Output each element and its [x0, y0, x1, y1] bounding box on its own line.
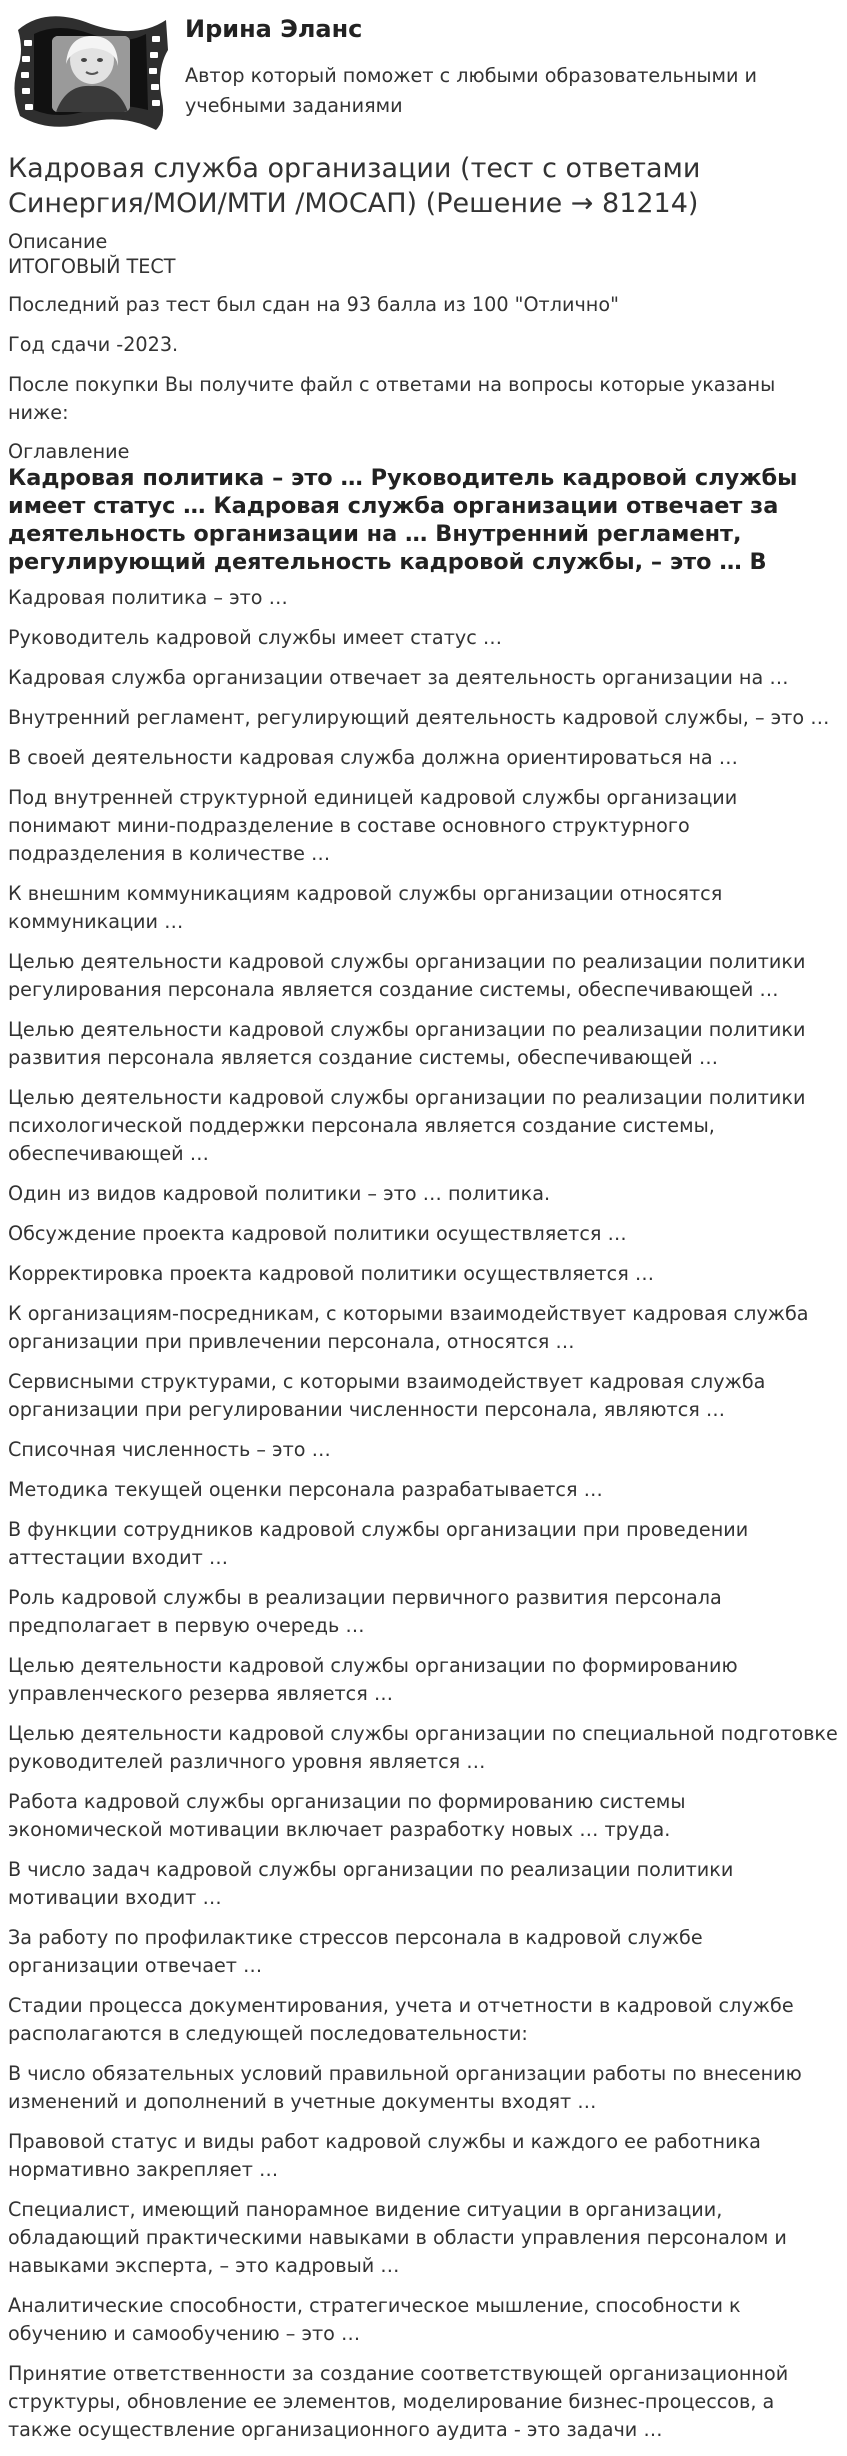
question-item: В число обязательных условий правильной организации работы по внесению изменений и дополнений в учетные документы входят …	[8, 2062, 802, 2113]
question-item: Аналитические способности, стратегическое мышление, способности к обучению и самообучению – это …	[8, 2294, 741, 2345]
author-header	[8, 0, 839, 143]
question-item: Принятие ответственности за создание соответствующей организационной структуры, обновление ее элементов, моделирование бизнес-процессов, а также осуществление организационного аудита - это задачи …	[8, 2362, 789, 2441]
question-item: Специалист, имеющий панорамное видение ситуации в организации, обладающий практическими навыками в области управления персоналом и навыками эксперта, – это кадровый …	[8, 2198, 787, 2277]
page-title: Кадровая служба организации (тест с ответами Синергия/МОИ/МТИ /МОСАП) (Решение → 81214)	[8, 153, 701, 219]
intro-year: Год сдачи -2023.	[8, 333, 179, 356]
question-item: Роль кадровой службы в реализации первичного развития персонала предполагает в первую очередь …	[8, 1586, 722, 1637]
intro-score: Последний раз тест был сдан на 93 балла из 100 "Отлично"	[8, 293, 619, 316]
question-item: В функции сотрудников кадровой службы организации при проведении аттестации входит …	[8, 1518, 749, 1569]
question-item: Под внутренней структурной единицей кадровой службы организации понимают мини-подразделение в составе основного структурного подразделения в количестве …	[8, 786, 738, 865]
final-test-label: ИТОГОВЫЙ ТЕСТ	[8, 255, 176, 278]
avatar[interactable]	[6, 10, 176, 135]
question-item: Работа кадровой службы организации по формированию системы экономической мотивации включает разработку новых … труда.	[8, 1790, 686, 1841]
question-item: Целью деятельности кадровой службы организации по реализации политики психологической поддержки персонала является создание системы, обеспечивающей …	[8, 1086, 806, 1165]
question-item: Списочная численность – это …	[8, 1438, 331, 1461]
avatar-filmstrip-image	[6, 10, 176, 135]
question-item: Сервисными структурами, с которыми взаимодействует кадровая служба организации при регулировании численности персонала, являются …	[8, 1370, 766, 1421]
question-item: За работу по профилактике стрессов персонала в кадровой службе организации отвечает …	[8, 1926, 703, 1977]
question-item: К внешним коммуникациям кадровой службы организации относятся коммуникации …	[8, 882, 723, 933]
question-item: Один из видов кадровой политики – это … политика.	[8, 1182, 551, 1205]
author-name[interactable]: Ирина Эланс	[185, 15, 363, 43]
question-item: Правовой статус и виды работ кадровой службы и каждого ее работника нормативно закрепляет …	[8, 2130, 761, 2181]
question-item: Кадровая политика – это …	[8, 586, 288, 609]
question-item: Обсуждение проекта кадровой политики осуществляется …	[8, 1222, 627, 1245]
question-item: Целью деятельности кадровой службы организации по формированию управленческого резерва является …	[8, 1654, 738, 1705]
question-item: Стадии процесса документирования, учета и отчетности в кадровой службе располагаются в следующей последовательности:	[8, 1994, 794, 2045]
question-list	[8, 584, 839, 2444]
question-item: Методика текущей оценки персонала разрабатывается …	[8, 1478, 603, 1501]
question-item: Целью деятельности кадровой службы организации по реализации политики регулирования персонала является создание системы, обеспечивающей …	[8, 950, 806, 1001]
author-description: Автор который поможет с любыми образовательными и учебными заданиями	[185, 64, 758, 117]
question-item: Внутренний регламент, регулирующий деятельность кадровой службы, – это …	[8, 706, 830, 729]
question-item: Корректировка проекта кадровой политики осуществляется …	[8, 1262, 655, 1285]
toc-heading: Кадровая политика – это … Руководитель кадровой службы имеет статус … Кадровая служба организации отвечает за деятельность организации на … Внутренний регламент, регулирующий деятельность кадровой службы, – это … В	[8, 465, 798, 575]
question-item: В число задач кадровой службы организации по реализации политики мотивации входит …	[8, 1858, 734, 1909]
intro-purchase: После покупки Вы получите файл с ответами на вопросы которые указаны ниже:	[8, 373, 776, 424]
author-info	[176, 10, 839, 121]
question-item: К организациям-посредникам, с которыми взаимодействует кадровая служба организации при привлечении персонала, относятся …	[8, 1302, 809, 1353]
description-label: Описание	[8, 230, 108, 253]
question-item: Целью деятельности кадровой службы организации по специальной подготовке руководителей различного уровня является …	[8, 1722, 838, 1773]
question-item: Кадровая служба организации отвечает за деятельность организации на …	[8, 666, 789, 689]
question-item: Руководитель кадровой службы имеет статус …	[8, 626, 503, 649]
question-item: В своей деятельности кадровая служба должна ориентироваться на …	[8, 746, 738, 769]
toc-label: Оглавление	[8, 440, 130, 463]
question-item: Целью деятельности кадровой службы организации по реализации политики развития персонала является создание системы, обеспечивающей …	[8, 1018, 806, 1069]
